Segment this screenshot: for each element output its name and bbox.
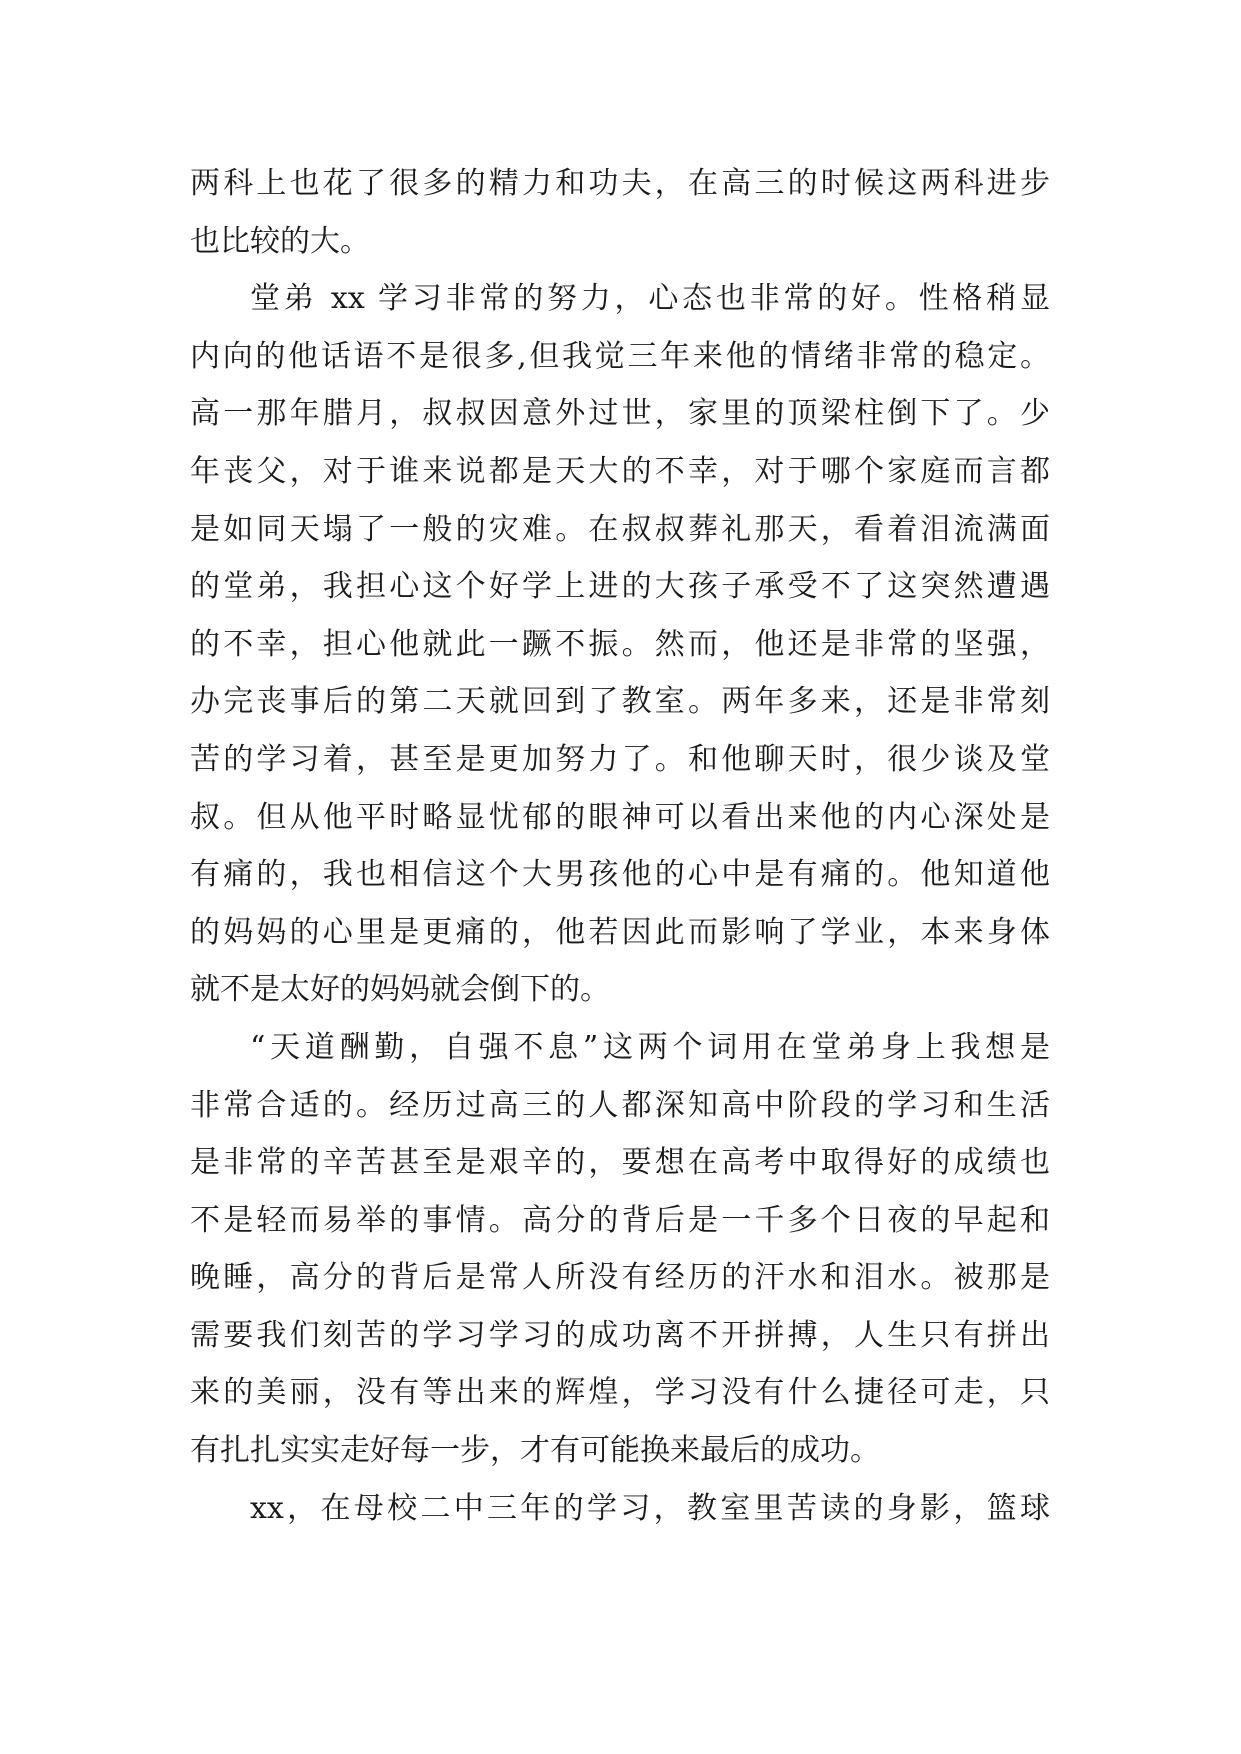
text-line: 两科上也花了很多的精力和功夫，在高三的时候这两科进步 — [190, 166, 1050, 201]
text-line: 办完丧事后的第二天就回到了教室。两年多来，还是非常刻 — [190, 684, 1050, 720]
text-line: 来的美丽，没有等出来的辉煌，学习没有什么捷径可走，只 — [190, 1375, 1050, 1411]
text-line: 的妈妈的心里是更痛的，他若因此而影响了学业，本来身体 — [190, 914, 1050, 950]
paragraph-start-line: 堂弟 xx 学习非常的努力，心态也非常的好。性格稍显 — [250, 281, 1050, 317]
text-line: 有扎扎实实走好每一步，才有可能换来最后的成功。 — [190, 1433, 880, 1469]
text-line: 的不幸，担心他就此一蹶不振。然而，他还是非常的坚强， — [190, 626, 1050, 662]
text-line: 不是轻而易举的事情。高分的背后是一千多个日夜的早起和 — [190, 1202, 1050, 1238]
body-text — [190, 155, 1050, 1537]
text-line: 叔。但从他平时略显忧郁的眼神可以看出来他的内心深处是 — [190, 799, 1050, 835]
text-line: 也比较的大。 — [190, 223, 370, 259]
text-line: 是如同天塌了一般的灾难。在叔叔葬礼那天，看着泪流满面 — [190, 511, 1050, 547]
text-line: 苦的学习着，甚至是更加努力了。和他聊天时，很少谈及堂 — [190, 741, 1050, 777]
text-line: 晚睡，高分的背后是常人所没有经历的汗水和泪水。被那是 — [190, 1260, 1050, 1296]
text-line: 非常合适的。经历过高三的人都深知高中阶段的学习和生活 — [190, 1087, 1050, 1123]
paragraph-start-line: xx，在母校二中三年的学习，教室里苦读的身影，篮球 — [250, 1490, 1050, 1526]
text-line: 有痛的，我也相信这个大男孩他的心中是有痛的。他知道他 — [190, 857, 1050, 893]
text-line: 是非常的辛苦甚至是艰辛的，要想在高考中取得好的成绩也 — [190, 1145, 1050, 1181]
paragraph-start-line: “天道酬勤，自强不息”这两个词用在堂弟身上我想是 — [250, 1029, 1050, 1065]
text-line: 的堂弟，我担心这个好学上进的大孩子承受不了这突然遭遇 — [190, 569, 1050, 605]
text-line: 年丧父，对于谁来说都是天大的不幸，对于哪个家庭而言都 — [190, 453, 1050, 489]
text-line: 内向的他话语不是很多,但我觉三年来他的情绪非常的稳定。 — [190, 338, 1050, 374]
text-line: 高一那年腊月，叔叔因意外过世，家里的顶梁柱倒下了。少 — [190, 396, 1050, 432]
text-line: 就不是太好的妈妈就会倒下的。 — [190, 972, 610, 1008]
text-line: 需要我们刻苦的学习学习的成功离不开拼搏，人生只有拼出 — [190, 1317, 1050, 1353]
